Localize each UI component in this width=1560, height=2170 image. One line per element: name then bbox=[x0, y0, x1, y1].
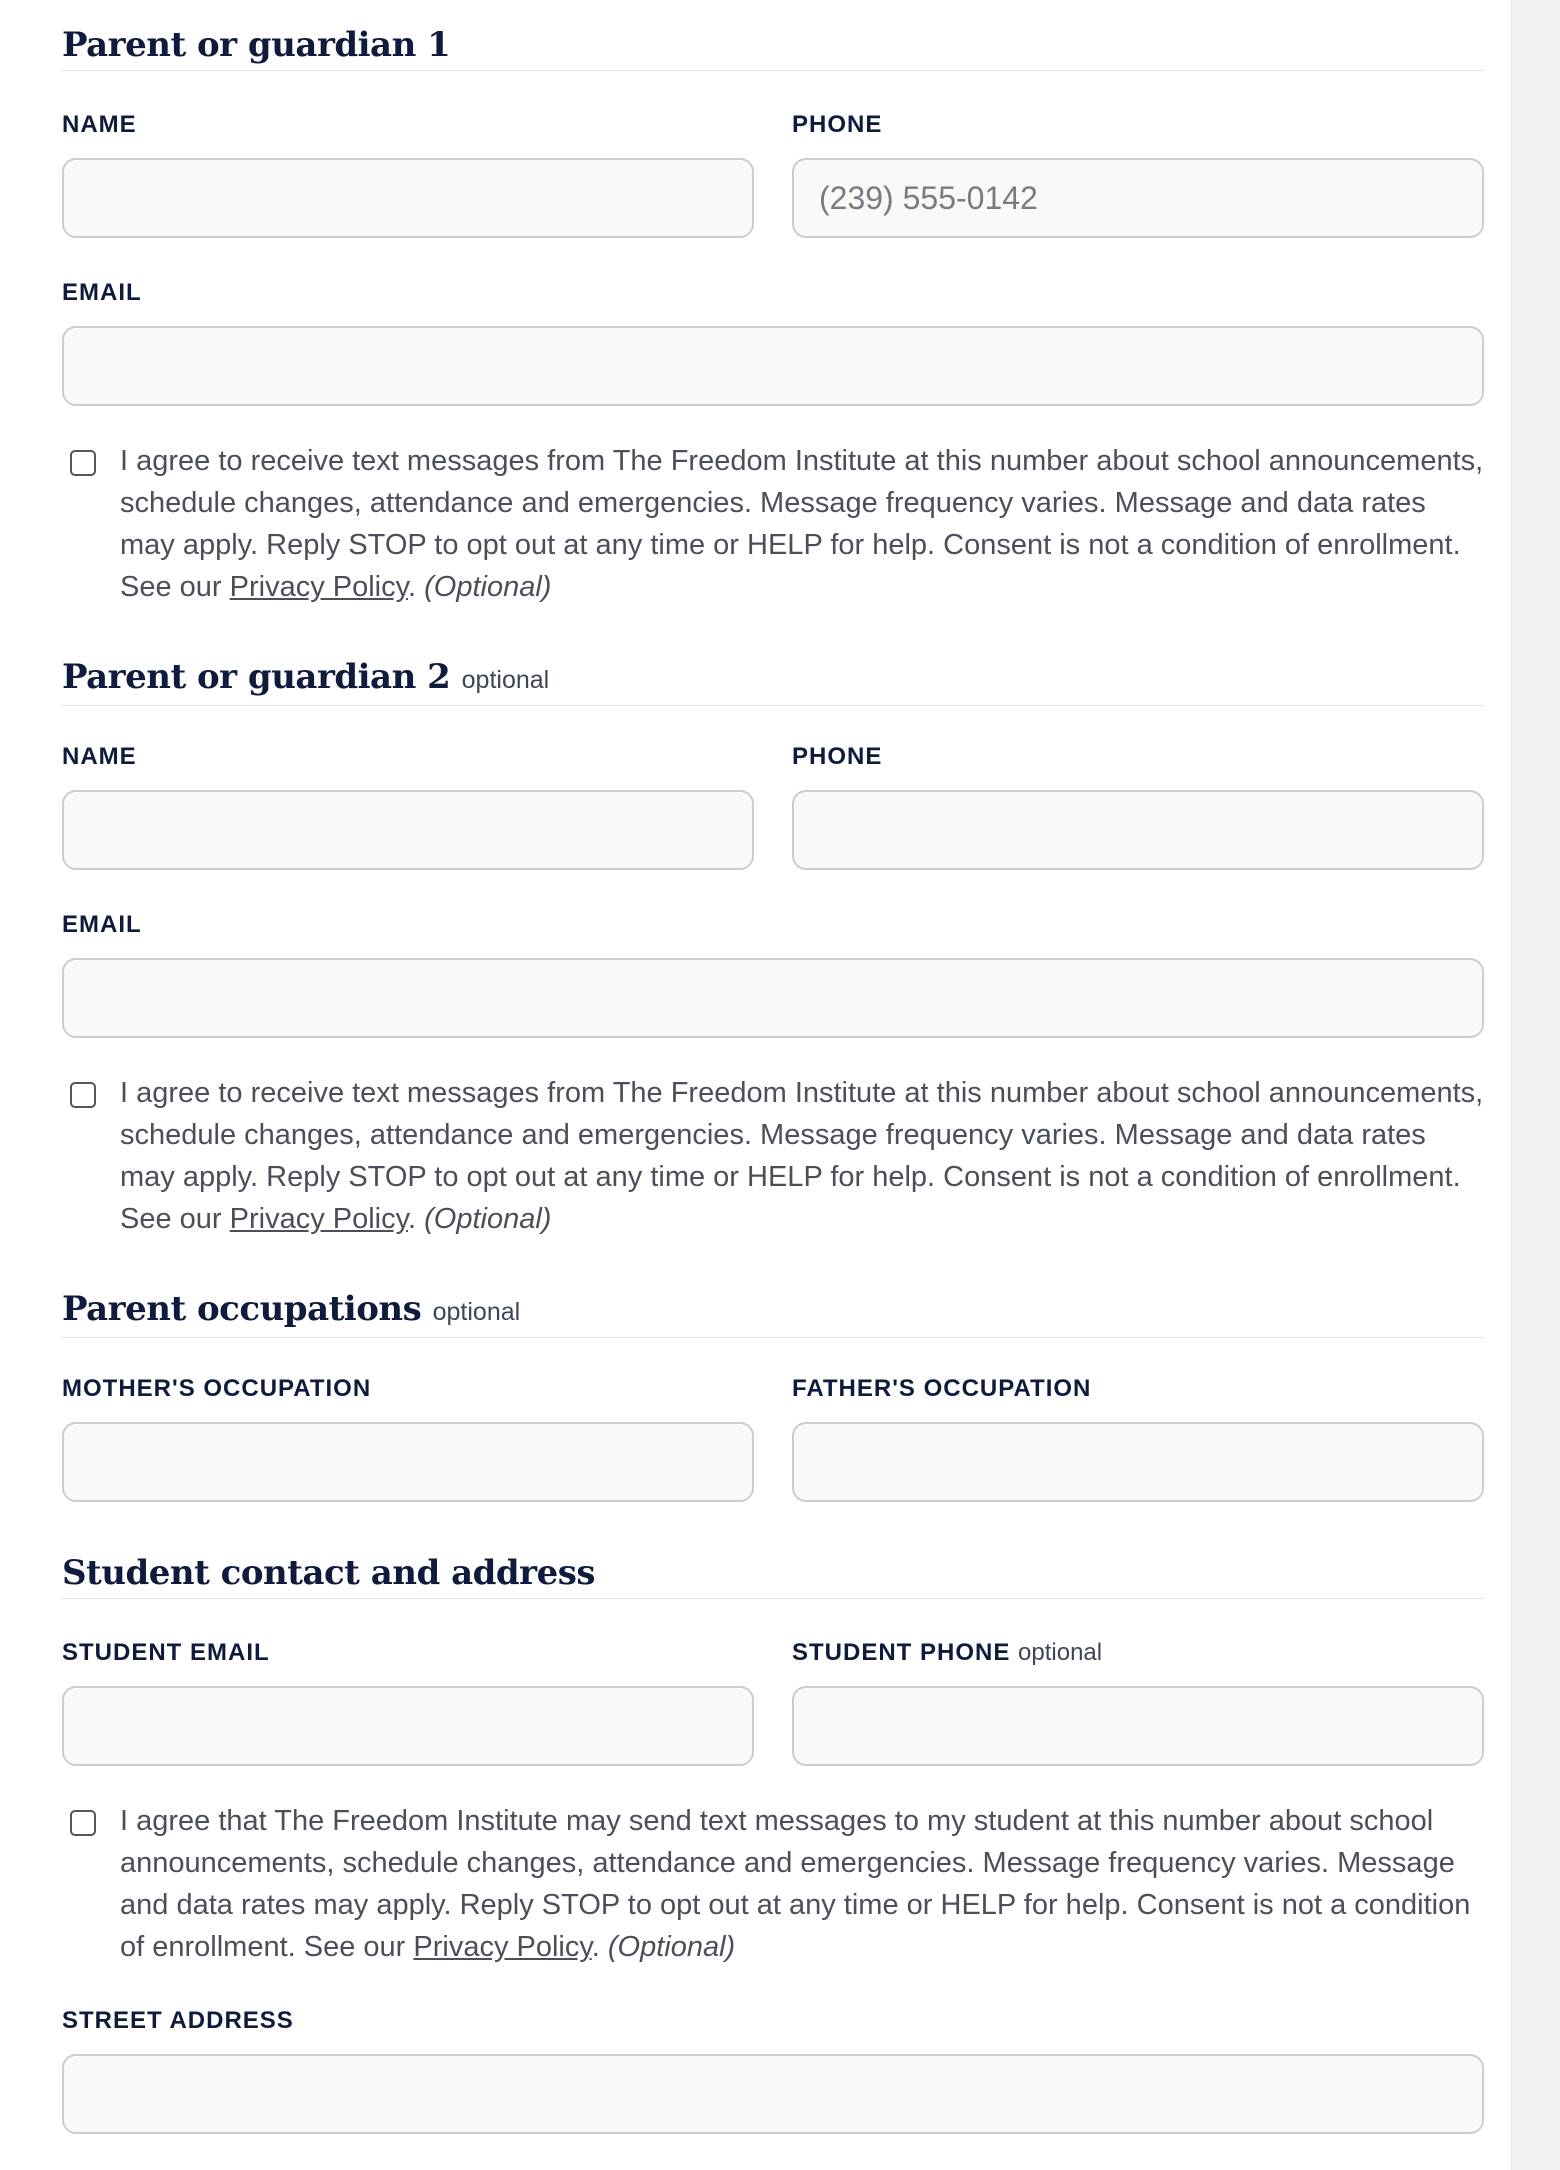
consent-text: I agree that The Freedom Institute may send text messages to my student at this number about school announcements, schedule changes, attendance and emergencies. Message frequency varies. Message and data rates may apply. Reply STOP to opt out at any time or HELP for help. Consent is not a condition of enrollment. See our Privacy Policy. (Optional) bbox=[120, 1805, 1471, 1963]
guardian-1-name-group bbox=[62, 110, 754, 238]
section-header bbox=[62, 1552, 1484, 1599]
consent-text: I agree to receive text messages from The Freedom Institute at this number about school announcements, schedule changes, attendance and emergencies. Message frequency varies. Message and data rates may apply. Reply STOP to opt out at any time or HELP for help. Consent is not a condition of enrollment. See our Privacy Policy. (Optional) bbox=[120, 1077, 1484, 1235]
guardian-1-name-input[interactable] bbox=[62, 158, 754, 238]
guardian-1-email-group bbox=[62, 278, 1484, 406]
section-occupations bbox=[62, 1288, 1484, 1338]
mother-occupation-group bbox=[62, 1374, 754, 1502]
street-address-group bbox=[62, 2006, 1484, 2134]
consent-text: I agree to receive text messages from The Freedom Institute at this number about school announcements, schedule changes, attendance and emergencies. Message frequency varies. Message and data rates may apply. Reply STOP to opt out at any time or HELP for help. Consent is not a condition of enrollment. See our Privacy Policy. (Optional) bbox=[120, 445, 1484, 603]
student-email-phone-row bbox=[62, 1638, 1484, 1766]
guardian-2-name-label: NAME bbox=[62, 743, 137, 770]
section-guardian-1 bbox=[62, 24, 1484, 71]
father-occupation-group bbox=[792, 1374, 1484, 1502]
section-title: Parent or guardian 1 bbox=[62, 25, 451, 65]
guardian-2-name-phone-row bbox=[62, 742, 1484, 870]
guardian-2-email-label: EMAIL bbox=[62, 911, 142, 938]
occupations-row bbox=[62, 1374, 1484, 1502]
student-email-label: STUDENT EMAIL bbox=[62, 1639, 270, 1666]
guardian-2-consent-checkbox[interactable] bbox=[70, 1082, 96, 1108]
mother-occupation-label: MOTHER'S OCCUPATION bbox=[62, 1375, 372, 1402]
guardian-2-name-group bbox=[62, 742, 754, 870]
father-occupation-label: FATHER'S OCCUPATION bbox=[792, 1375, 1092, 1402]
privacy-policy-link[interactable]: Privacy Policy bbox=[229, 571, 408, 603]
optional-tag: optional bbox=[461, 666, 550, 694]
section-header bbox=[62, 1288, 1484, 1338]
optional-note: (Optional) bbox=[424, 1203, 552, 1235]
guardian-2-phone-group bbox=[792, 742, 1484, 870]
student-email-group bbox=[62, 1638, 754, 1766]
guardian-1-phone-input[interactable] bbox=[792, 158, 1484, 238]
optional-tag: optional bbox=[432, 1298, 521, 1326]
section-guardian-2 bbox=[62, 656, 1484, 706]
section-header bbox=[62, 24, 1484, 71]
guardian-2-name-input[interactable] bbox=[62, 790, 754, 870]
student-phone-label: STUDENT PHONE optional bbox=[792, 1639, 1103, 1666]
privacy-policy-link[interactable]: Privacy Policy bbox=[229, 1203, 408, 1235]
section-title: Student contact and address bbox=[62, 1553, 595, 1593]
privacy-policy-link[interactable]: Privacy Policy bbox=[413, 1931, 592, 1963]
guardian-1-email-input[interactable] bbox=[62, 326, 1484, 406]
guardian-1-name-label: NAME bbox=[62, 111, 137, 138]
guardian-2-email-group bbox=[62, 910, 1484, 1038]
section-title: Parent occupations optional bbox=[62, 1289, 521, 1329]
optional-tag: optional bbox=[1018, 1639, 1103, 1666]
guardian-1-email-label: EMAIL bbox=[62, 279, 142, 306]
father-occupation-input[interactable] bbox=[792, 1422, 1484, 1502]
student-phone-group bbox=[792, 1638, 1484, 1766]
guardian-1-phone-group bbox=[792, 110, 1484, 238]
student-email-input[interactable] bbox=[62, 1686, 754, 1766]
guardian-1-sms-consent bbox=[62, 440, 1484, 608]
guardian-2-phone-label: PHONE bbox=[792, 743, 883, 770]
optional-note: (Optional) bbox=[424, 571, 552, 603]
guardian-2-email-input[interactable] bbox=[62, 958, 1484, 1038]
guardian-2-phone-input[interactable] bbox=[792, 790, 1484, 870]
optional-note: (Optional) bbox=[607, 1931, 736, 1963]
guardian-1-phone-label: PHONE bbox=[792, 111, 883, 138]
guardian-1-name-phone-row bbox=[62, 110, 1484, 238]
guardian-2-sms-consent bbox=[62, 1072, 1484, 1240]
student-consent-checkbox[interactable] bbox=[70, 1810, 96, 1836]
section-title: Parent or guardian 2 optional bbox=[62, 657, 550, 697]
guardian-1-consent-checkbox[interactable] bbox=[70, 450, 96, 476]
street-address-label: STREET ADDRESS bbox=[62, 2007, 294, 2034]
section-header bbox=[62, 656, 1484, 706]
student-sms-consent bbox=[62, 1800, 1484, 1968]
mother-occupation-input[interactable] bbox=[62, 1422, 754, 1502]
section-student-contact bbox=[62, 1552, 1484, 1599]
scrollbar-track[interactable] bbox=[1511, 0, 1560, 2170]
student-phone-input[interactable] bbox=[792, 1686, 1484, 1766]
street-address-input[interactable] bbox=[62, 2054, 1484, 2134]
